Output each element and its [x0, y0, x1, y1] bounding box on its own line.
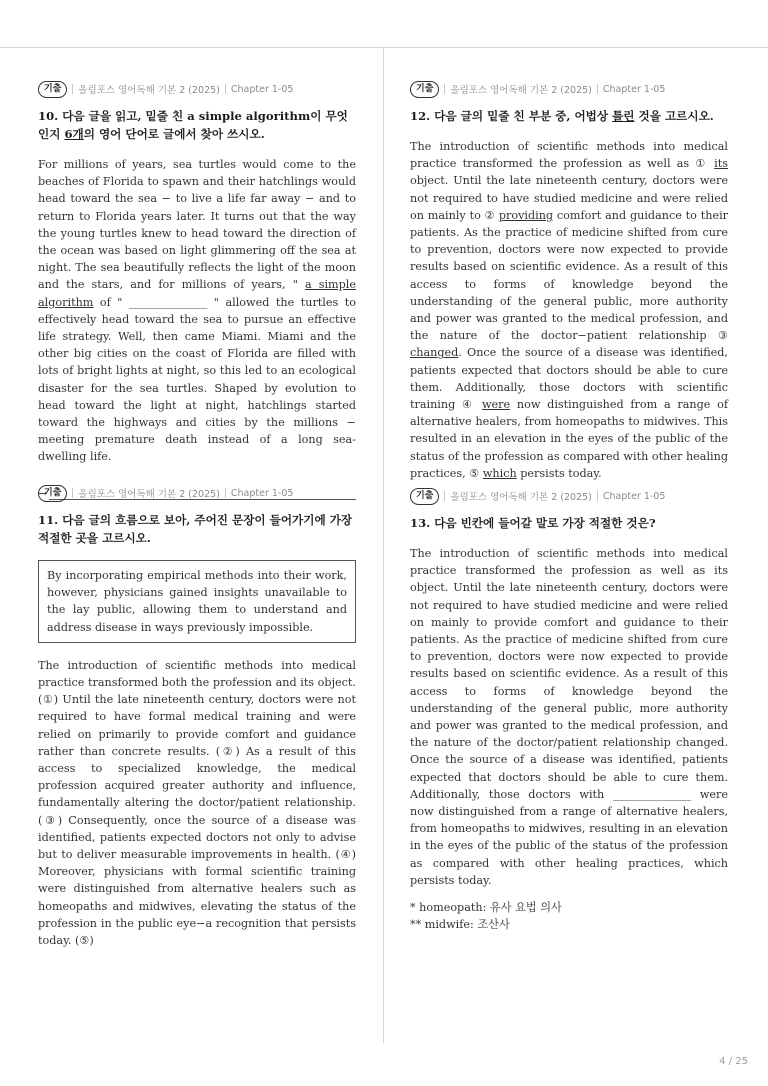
meta-separator — [225, 84, 226, 94]
reading-passage: The introduction of scientific methods into medical practice transformed the profession as well as its object. Until the late nineteenth century, doctors were not required to have studied medicine and were relied on mainly to provide comfort and guidance to their patients. As the practice of medicine shifted from cure to prevention, doctors were now expected to provide results based on scientific evidence. As a result of this access to forms of knowledge beyond the understanding of the general public, more authority and power was granted to the medical profession, and the nature of the doctor/patient relationship changed. Once the source of a disease was identified, patients expected that doctors should be able to cure them. Additionally, those doctors with ______________ were now distinguished from a range of alternative healers, from homeopaths to midwives, resulting in an elevation in the eyes of the public of the status of the profession as compared with other healing practices, which persists today. — [410, 547, 728, 887]
given-sentence-box: By incorporating empirical methods into their work, however, physicians gained insights unavailable to the lay public, allowing them to understand and address disease in ways previously impossible. — [38, 560, 356, 643]
chapter-label: Chapter 1-05 — [230, 487, 294, 499]
question-title: 13. 다음 빈칸에 들어갈 말로 가장 적절한 것은? — [410, 516, 656, 530]
reading-passage: The introduction of scientific methods into medical practice transformed both the profession and its object. (①) Until the late nineteenth century, doctors were not required to have formal medical training and were relied on primarily to provide comfort and guidance rather than concrete results. (②) As a result of this access to specialized knowledge, the medical profession acquired greater authority and influence, fundamentally altering the doctor/patient relationship. (③) Consequently, once the source of a disease was identified, patients expected doctors not only to advise but to deliver measurable improvements in health. (④) Moreover, physicians with formal scientific training were distinguished from alternative healers such as homeopaths and midwives, elevating the status of the profession in the public eye−a recognition that persists today. (⑤) — [38, 658, 356, 948]
exam-tag: 기출 — [38, 485, 67, 502]
question-title: 10. 다음 글을 읽고, 밑줄 친 a simple algorithm이 무엇인지 6개의 영어 단어로 글에서 찾아 쓰시오. — [38, 109, 348, 141]
underlined-choice-1: its — [714, 157, 728, 171]
meta-separator — [444, 84, 445, 94]
page-number: 4 / 25 — [719, 1056, 748, 1067]
underlined-choice-5: which — [482, 466, 517, 480]
exam-tag: 기출 — [410, 488, 439, 505]
underlined-choice-2: providing — [498, 208, 554, 222]
arrow-icon: → — [38, 486, 48, 500]
book-name: 올림포스 영어독해 기본 2 (2025) — [78, 489, 220, 500]
footnotes — [410, 899, 728, 933]
source-meta — [410, 80, 728, 98]
header-rule — [0, 47, 768, 48]
exam-tag: 기출 — [410, 81, 439, 98]
underlined-phrase: a simple algorithm — [38, 278, 356, 309]
question-title: 11. 다음 글의 흐름으로 보아, 주어진 문장이 들어가기에 가장 적절한 곳을 고르시오. — [38, 513, 353, 545]
question-11 — [38, 484, 356, 949]
question-13 — [410, 487, 728, 933]
meta-separator — [72, 488, 73, 498]
underlined-choice-3: changed — [410, 346, 459, 360]
underlined-choice-4: were — [481, 398, 511, 412]
chapter-label: Chapter 1-05 — [602, 490, 666, 502]
reading-passage: The introduction of scientific methods into medical practice transformed the profession as well as ① its object. Until the late nineteenth century, doctors were not required to have studied medicine and were relied on mainly to ② providing comfort and guidance to their patients. As the practice of medicine shifted from cure to prevention, doctors were now expected to provide results based on scientific evidence. As a result of this access to forms of knowledge beyond the understanding of the general public, more authority and power was granted to the medical profession, and the nature of the doctor−patient relationship ③ changed. Once the source of a disease was identified, patients expected that doctors should be able to cure them. Additionally, those doctors with scientific training ④ were now distinguished from a range of alternative healers, from homeopaths to midwives. This resulted in an elevation in the eyes of the public of the status of the profession as compared with other healing practices, ⑤ which persists today. — [410, 140, 729, 480]
question-title: 12. 다음 글의 밑줄 친 부분 중, 어법상 틀린 것을 고르시오. — [410, 109, 714, 123]
book-name: 올림포스 영어독해 기본 2 (2025) — [450, 85, 592, 96]
chapter-label: Chapter 1-05 — [230, 83, 294, 95]
book-name: 올림포스 영어독해 기본 2 (2025) — [78, 85, 220, 96]
question-10 — [38, 80, 356, 500]
chapter-label: Chapter 1-05 — [602, 83, 666, 95]
source-meta — [38, 484, 356, 502]
footnote-homeopath: * homeopath: 유사 요법 의사 — [410, 901, 562, 915]
meta-separator — [444, 491, 445, 501]
source-meta — [410, 487, 728, 505]
question-12 — [410, 80, 728, 482]
meta-separator — [597, 491, 598, 501]
footnote-midwife: ** midwife: 조산사 — [410, 918, 510, 932]
reading-passage: For millions of years, sea turtles would come to the beaches of Florida to spawn and their hatchlings would head toward the sea − to live a life far away − and to return to Florida years later. It turns out that the way the young turtles knew to head toward the direction of the ocean was based on light glimmering off the sea at night. The sea beautifully reflects the light of the moon and the stars, and for millions of years, " a simple algorithm of " ______________ " allowed the turtles to effectively head toward the sea to pursue an effective life strategy. Well, then came Miami. Miami and the other big cities on the coast of Florida are filled with lots of bright lights at night, so this led to an ecological disaster for the sea turtles. Shaped by evolution to head toward the light at night, hatchlings started toward the highways and cities by the millions − meeting premature death instead of a long sea-dwelling life. — [38, 158, 356, 464]
column-divider — [383, 48, 384, 1043]
meta-separator — [597, 84, 598, 94]
source-meta — [38, 80, 356, 98]
book-name: 올림포스 영어독해 기본 2 (2025) — [450, 492, 592, 503]
meta-separator — [72, 84, 73, 94]
exam-tag: 기출 — [38, 81, 67, 98]
meta-separator — [225, 488, 226, 498]
